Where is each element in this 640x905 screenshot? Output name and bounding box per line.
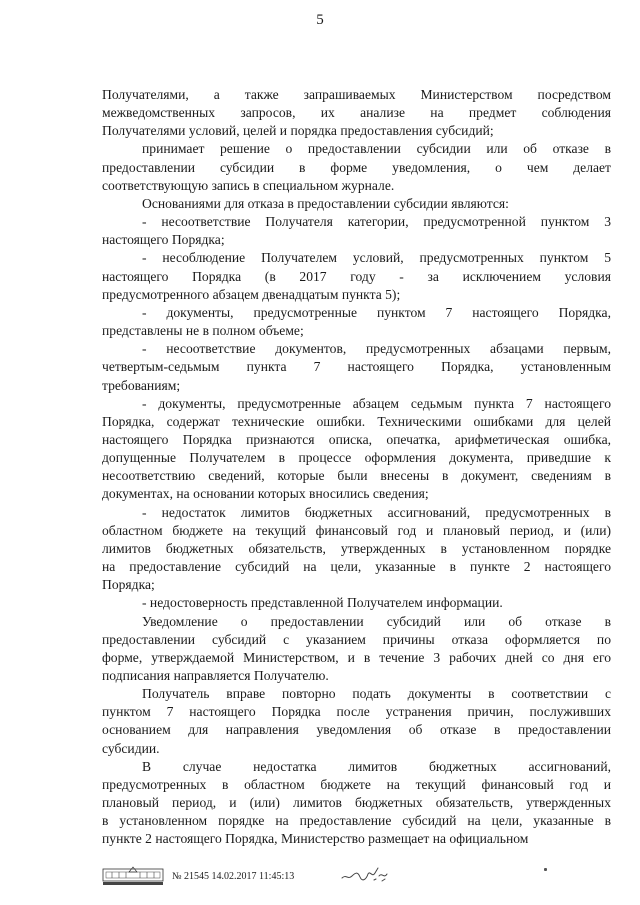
paragraph-line: - документы, предусмотренные абзацем седьмым пункта 7 настоящего <box>142 395 611 411</box>
paragraph-line: соответствующую запись в специальном журнале. <box>102 177 395 193</box>
paragraph-line: Порядка; <box>102 577 155 593</box>
paragraph-line: Уведомление о предоставлении субсидий или об отказе в <box>142 613 611 629</box>
paragraph-line: несоответствию сведений, которые были внесены в документ, сведениям в <box>102 468 611 484</box>
paragraph-line: требованиям; <box>102 377 181 393</box>
document-body <box>102 86 611 849</box>
paragraph-line: настоящего Порядка; <box>102 232 225 248</box>
paragraph-line: предусмотренных в областном бюджете на текущий финансовый год и <box>102 776 611 792</box>
paragraph-line: плановый период, и (или) лимитов бюджетных обязательств, утвержденных <box>102 795 611 811</box>
paragraph-line: предусмотренного абзацем двенадцатым пункта 5); <box>102 286 401 302</box>
stray-scan-mark <box>544 868 547 871</box>
paragraph-line: - несоответствие документов, предусмотренных абзацами первым, <box>142 341 611 357</box>
paragraph-line: четвертым-седьмым пункта 7 настоящего Порядка, установленным <box>102 359 611 375</box>
paragraph-line: - несоблюдение Получателем условий, предусмотренных пунктом 5 <box>142 250 611 266</box>
paragraph-line: - недостаток лимитов бюджетных ассигнований, предусмотренных в <box>142 504 611 520</box>
paragraph-line: межведомственных запросов, их анализе на предмет соблюдения <box>102 105 611 121</box>
paragraph-line: Основаниями для отказа в предоставлении субсидии являются: <box>142 195 509 211</box>
paragraph-line: Получателями условий, целей и порядка предоставления субсидий; <box>102 123 494 139</box>
paragraph-line: Получатель вправе повторно подать документы в соответствии с <box>142 686 611 702</box>
paragraph-line: лимитов бюджетных обязательств, утвержденных в установленном порядке <box>102 540 611 556</box>
government-building-emblem-icon <box>102 866 164 886</box>
document-footer <box>102 866 522 890</box>
paragraph-line: форме, утверждаемой Министерством, и в течение 3 рабочих дней со дня его <box>102 649 611 665</box>
paragraph-line: пункте 2 настоящего Порядка, Министерство размещает на официальном <box>102 831 529 847</box>
paragraph-line: представлены не в полном объеме; <box>102 323 304 339</box>
paragraph-line: предоставлении субсидий с указанием причины отказа оформляется по <box>102 631 611 647</box>
paragraph-line: предоставлении субсидии в форме уведомления, о чем делает <box>102 159 611 175</box>
paragraph-line: на предоставление субсидий на цели, указанные в пункте 2 настоящего <box>102 559 611 575</box>
paragraph-line: допущенные Получателем в процессе оформления документа, приведшие к <box>102 450 611 466</box>
paragraph-line: подписания направляется Получателю. <box>102 668 329 683</box>
paragraph-line: настоящего Порядка признаются описка, опечатка, арифметическая ошибка, <box>102 431 611 447</box>
paragraph-line: основанием для направления уведомления об отказе в предоставлении <box>102 722 611 738</box>
handwritten-signature-icon <box>338 862 396 884</box>
paragraph-line: областном бюджете на текущий финансовый год и плановый период, и (или) <box>102 522 611 538</box>
paragraph-line: принимает решение о предоставлении субсидии или об отказе в <box>142 141 611 157</box>
paragraph-line: пунктом 7 настоящего Порядка после устранения причин, послуживших <box>102 704 611 720</box>
document-registration-stamp: № 21545 14.02.2017 11:45:13 <box>172 871 295 882</box>
paragraph-line: - документы, предусмотренные пунктом 7 настоящего Порядка, <box>142 304 611 320</box>
paragraph-line: - несоответствие Получателя категории, предусмотренной пунктом 3 <box>142 214 611 230</box>
paragraph-line: документах, на основании которых вносились сведения; <box>102 486 429 502</box>
page-number: 5 <box>316 12 324 28</box>
paragraph-line: настоящего Порядка (в 2017 году - за исключением условия <box>102 268 611 284</box>
paragraph-line: субсидии. <box>102 740 160 756</box>
paragraph-line: в установленном порядке на предоставление субсидий на цели, указанные в <box>102 813 611 829</box>
paragraph-line: Порядка, содержат технические ошибки. Техническими ошибками для целей <box>102 413 611 429</box>
paragraph-line: Получателями, а также запрашиваемых Министерством посредством <box>102 87 611 102</box>
paragraph-line: - недостоверность представленной Получателем информации. <box>142 595 503 611</box>
paragraph-line: В случае недостатка лимитов бюджетных ассигнований, <box>142 758 611 774</box>
